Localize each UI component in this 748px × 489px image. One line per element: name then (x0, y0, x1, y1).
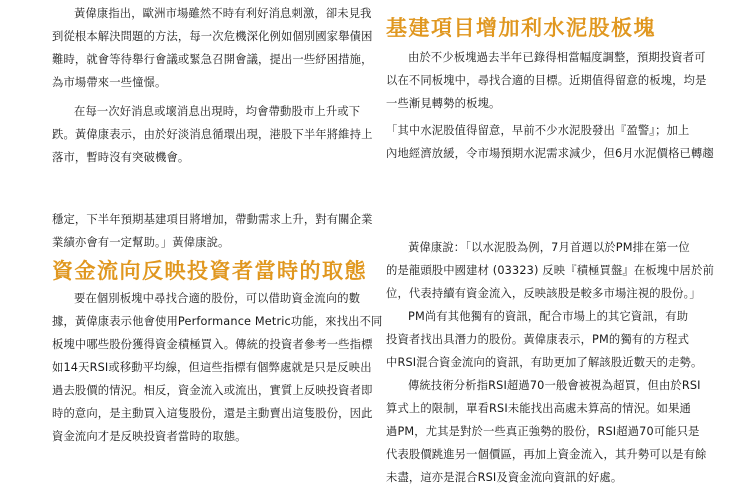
text-line: 由於不少板塊過去半年已錄得相當幅度調整，預期投資者可 (408, 51, 706, 64)
text-line: 以在不同板塊中，尋找合適的目標。近期值得留意的板塊，均是 (386, 74, 707, 87)
text-line: 過去股價的情況。相反，資金流入或流出，實質上反映投資者即 (52, 384, 373, 397)
text-line: 穩定，下半年預期基建項目將增加，帶動需求上升，對有關企業 (52, 213, 373, 226)
bottom-right-column (386, 236, 716, 489)
text-line: PM尚有其他獨有的資訊，配合市場上的其它資訊，有助 (408, 310, 689, 323)
paragraph-sectors (386, 46, 716, 115)
top-right-column (386, 14, 716, 165)
text-line: 如14天RSI或移動平均線，但這些指標有個弊處就是只是反映出 (52, 361, 372, 374)
text-line: 在每一次好消息或壞消息出現時，均會帶動股市上升或下 (74, 105, 361, 118)
section-heading-cement: 基建項目增加利水泥股板塊 (386, 16, 656, 40)
text-line: 未盡，這亦是混合RSI及資金流向資訊的好處。 (386, 471, 623, 484)
text-line: 資金流向才是反映投資者當時的取態。 (52, 430, 247, 443)
text-line: 傳統技術分析指RSI超過70一般會被視為超買，但由於RSI (408, 379, 701, 392)
text-line: 的是龍頭股中國建材 (03323) 反映『積極買盤』在板塊中居於前 (386, 264, 715, 277)
text-line: 要在個別板塊中尋找合適的股份，可以借助資金流向的數 (74, 292, 361, 305)
paragraph-cement-stocks (386, 119, 716, 165)
text-line: 到從根本解決問題的方法，每一次危機深化例如個別國家舉債困 (52, 30, 373, 43)
text-line: 「其中水泥股值得留意，早前不少水泥股發出『盈警』；加上 (386, 124, 690, 137)
text-line: 代表股價跳進另一個價區，再加上資金流入，其升勢可以是有餘 (386, 448, 707, 461)
bottom-left-column (52, 208, 382, 448)
text-line: 跌。黃偉康表示，由於好淡消息循環出現，港股下半年將維持上 (52, 128, 373, 141)
text-line: 業績亦會有一定幫助。」黃偉康說。 (52, 236, 230, 249)
text-line: 過PM，尤其是對於一些真正強勢的股份，RSI超過70可能只是 (386, 425, 700, 438)
text-line: 為市場帶來一些憧憬。 (52, 76, 167, 89)
text-line: 投資者找出具潛力的股份。黃偉康表示，PM的獨有的方程式 (386, 333, 690, 346)
top-left-column (52, 2, 382, 169)
text-line: 落市，暫時沒有突破機會。 (52, 151, 190, 164)
text-line: 中RSI混合資金流向的資訊，有助更加了解該股近數天的走勢。 (386, 356, 703, 369)
text-line: 板塊中哪些股份獲得資金積極買入。傳統的投資者參考一些指標 (52, 338, 373, 351)
paragraph-cement-example (386, 236, 716, 305)
text-line: 難時，就會等待舉行會議或緊急召開會議，提出一些紓困措施， (52, 53, 373, 66)
text-line: 一些漸見轉勢的板塊。 (386, 97, 501, 110)
paragraph-rsi (386, 374, 716, 489)
paragraph-europe-market (52, 2, 382, 94)
text-line: 黃偉康指出，歐洲市場雖然不時有利好消息刺激，卻未見我 (74, 7, 372, 20)
section-heading-fund-flow: 資金流向反映投資者當時的取態 (52, 259, 367, 283)
paragraph-performance-metric (52, 287, 382, 448)
paragraph-pm-info (386, 305, 716, 374)
text-line: 位，代表持續有資金流入，反映該股是較多市場注視的股份。」 (386, 287, 701, 300)
paragraph-infrastructure (52, 208, 382, 254)
text-line: 內地經濟放緩，令市場預期水泥需求減少，但6月水泥價格已轉趨 (386, 147, 714, 160)
text-line: 黃偉康說：「以水泥股為例，7月首週以於PM排在第一位 (408, 241, 690, 254)
text-line: 據，黃偉康表示他會使用Performance Metric功能，來找出不同 (52, 315, 382, 328)
text-line: 時的意向，是主動買入這隻股份，還是主動賣出這隻股份，因此 (52, 407, 373, 420)
paragraph-hk-stocks (52, 100, 382, 169)
text-line: 算式上的限制，單看RSI未能找出高處未算高的情況。如果通 (386, 402, 691, 415)
